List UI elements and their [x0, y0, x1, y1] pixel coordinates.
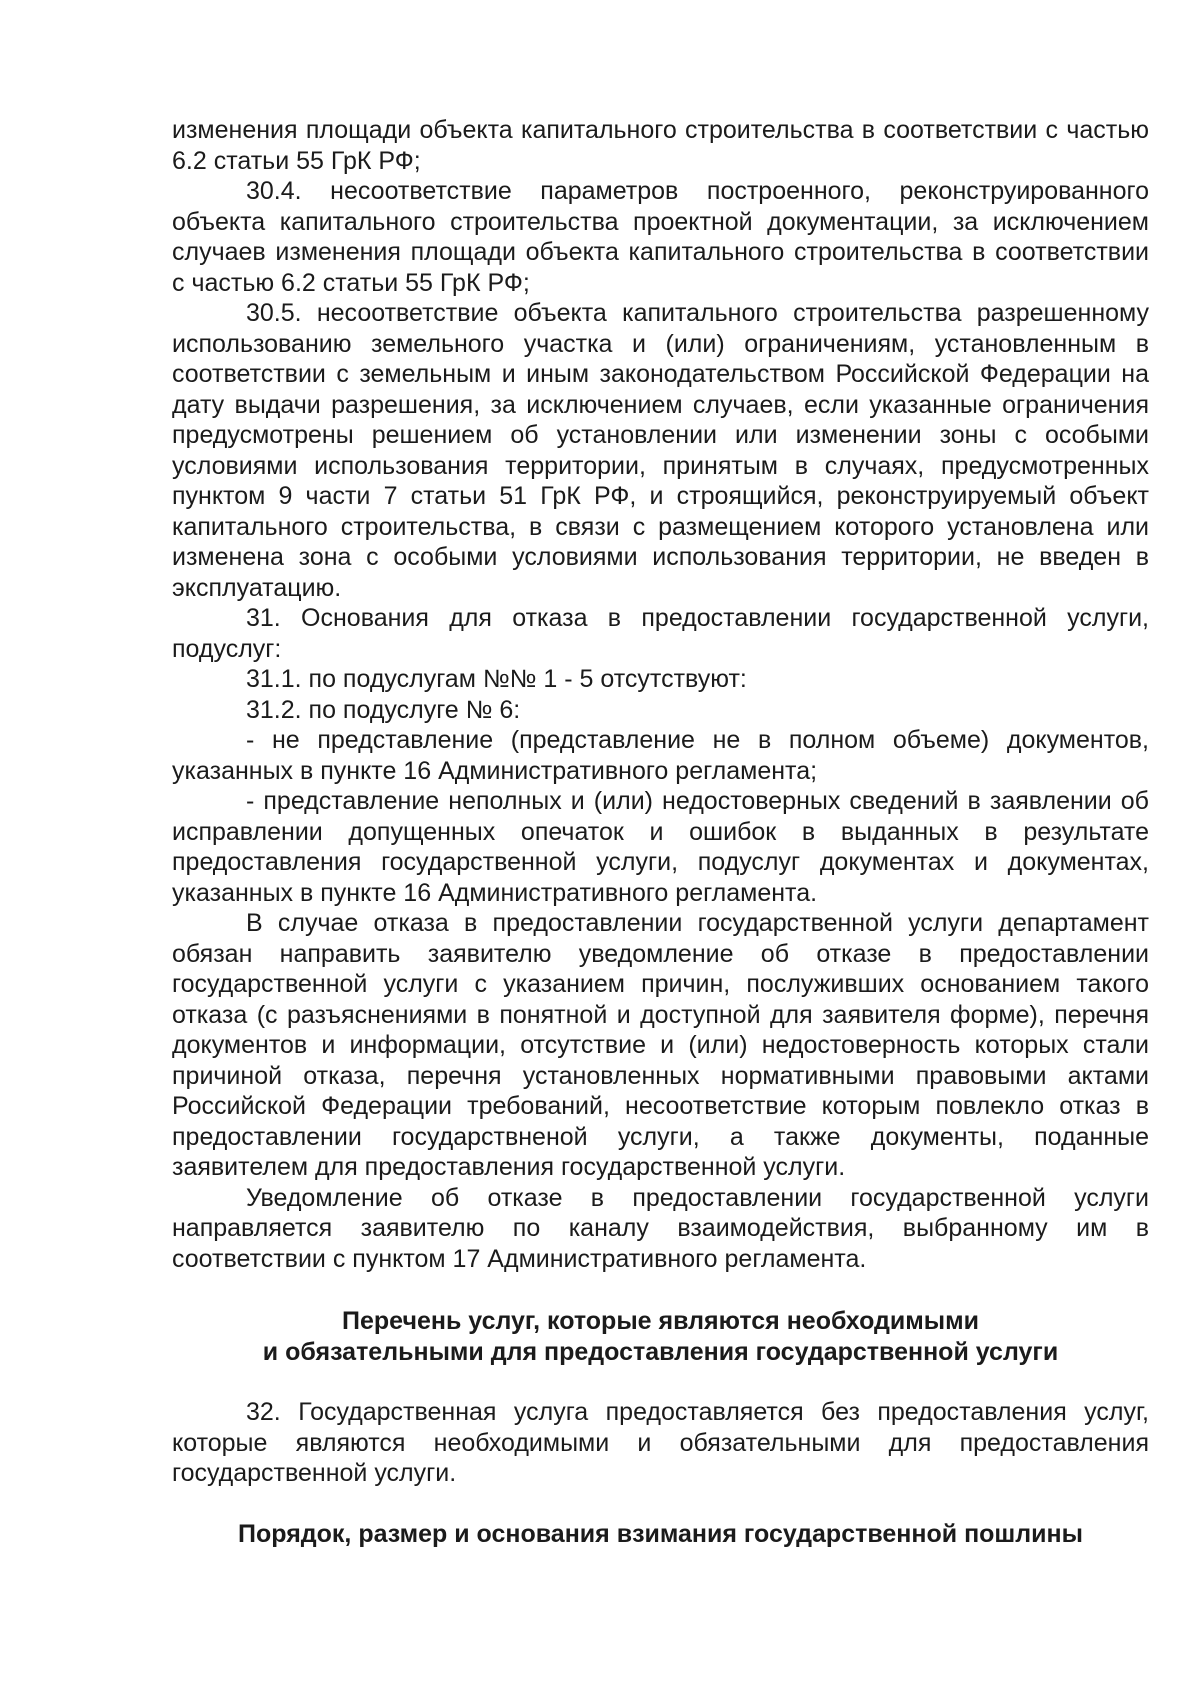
paragraph-32: 32. Государственная услуга предоставляется без предоставления услуг, которые являются необходимыми и обязательными для предоставления государственной услуги. [172, 1398, 1149, 1487]
paragraph-31: 31. Основания для отказа в предоставлении государственной услуги, подуслуг: [172, 604, 1149, 663]
spacer [172, 1274, 1149, 1306]
section-heading-services-line1: Перечень услуг, которые являются необходимыми [342, 1307, 979, 1335]
paragraph-refusal-notice: В случае отказа в предоставлении государственной услуги департамент обязан направить заявителю уведомление об отказе в предоставлении государственной услуги с указанием причин, послуживших основанием такого отказа (с разъяснениями в понятной и доступной для заявителя форме), перечня документов и информации, отсутствие и (или) недостоверность которых стали причиной отказа, перечня установленных нормативными правовыми актами Российской Федерации требований, несоответствие которым повлекло отказ в предоставлении государствненой услуги, а также документы, поданные заявителем для предоставления государственной услуги. [172, 909, 1149, 1181]
paragraph-item-incomplete-info: - представление неполных и (или) недостоверных сведений в заявлении об исправлении допущенных опечаток и ошибок в выданных в результате предоставления государственной услуги, подуслуг документах и документах, указанных в пункте 16 Административного регламента. [172, 787, 1149, 907]
paragraph-31-2: 31.2. по подуслуге № 6: [246, 695, 521, 724]
section-heading-services-line2: и обязательными для предоставления государственной услуги [262, 1337, 1059, 1366]
document-page [172, 115, 1149, 1549]
spacer [172, 1367, 1149, 1397]
paragraph-notice-channel: Уведомление об отказе в предоставлении государственной услуги направляется заявителю по каналу взаимодействия, выбранному им в соответствии с пунктом 17 Административного регламента. [172, 1183, 1149, 1273]
paragraph-item-documents: - не представление (представление не в полном объеме) документов, указанных в пункте 16 Административного регламента; [172, 726, 1149, 785]
paragraph-30-5: 30.5. несоответствие объекта капитального строительства разрешенному использованию земельного участка и (или) ограничениям, установленным в соответствии с земельным и иным законодательством Российской Федерации на дату выдачи разрешения, за исключением случаев, если указанные ограничения предусмотрены решением об установлении или изменении зоны с особыми условиями использования территории, принятым в случаях, предусмотренных пунктом 9 части 7 статьи 51 ГрК РФ, и строящийся, реконструируемый объект капитального строительства, в связи с размещением которого установлена или изменена зона с особыми условиями использования территории, не введен в эксплуатацию. [172, 299, 1149, 602]
section-heading-state-duty: Порядок, размер и основания взимания государственной пошлины [238, 1519, 1083, 1548]
paragraph-30-4: 30.4. несоответствие параметров построенного, реконструированного объекта капитального строительства проектной документации, за исключением случаев изменения площади объекта капитального строительства в соответствии с частью 6.2 статьи 55 ГрК РФ; [172, 177, 1149, 297]
spacer [172, 1489, 1149, 1519]
paragraph-continuation: изменения площади объекта капитального строительства в соответствии с частью 6.2 статьи 55 ГрК РФ; [172, 116, 1149, 175]
paragraph-31-1: 31.1. по подуслугам №№ 1 - 5 отсутствуют: [246, 665, 747, 693]
